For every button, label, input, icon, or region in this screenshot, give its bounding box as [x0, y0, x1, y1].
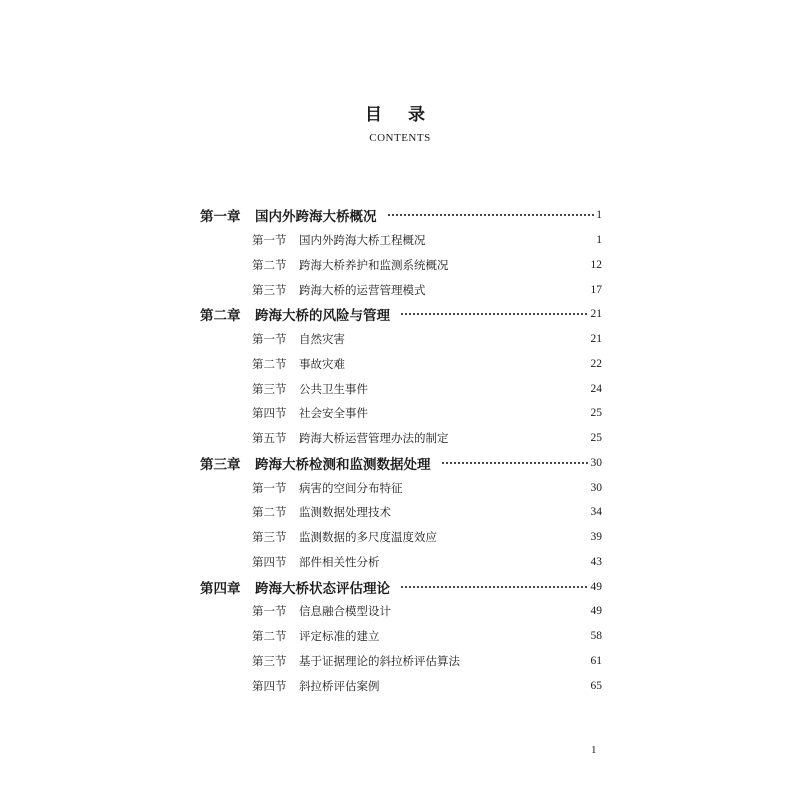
section-title: 跨海大桥养护和监测系统概况	[299, 257, 449, 272]
section-title: 自然灾害	[299, 332, 345, 347]
toc-chapter-row	[200, 574, 602, 599]
toc-section-row	[200, 599, 602, 624]
section-page-number: 39	[590, 531, 602, 544]
toc-section-row	[200, 525, 602, 550]
dot-leader	[387, 214, 595, 216]
section-page-number: 22	[590, 357, 602, 370]
chapter-page-number: 30	[590, 456, 602, 469]
section-page-number: 49	[590, 605, 602, 618]
page-title: 目 录	[365, 105, 435, 125]
toc-section-row	[200, 500, 602, 525]
toc-section-row	[200, 228, 602, 253]
section-page-number: 21	[590, 333, 602, 346]
section-title: 基于证据理论的斜拉桥评估算法	[299, 653, 460, 668]
toc-chapter-row	[200, 203, 602, 228]
section-label: 第二节	[252, 505, 287, 520]
section-label: 第一节	[252, 604, 287, 619]
section-label: 第三节	[252, 282, 287, 297]
page-subtitle: CONTENTS	[369, 132, 431, 144]
chapter-label: 第四章	[200, 580, 241, 597]
section-title: 监测数据的多尺度温度效应	[299, 530, 437, 545]
section-title: 国内外跨海大桥工程概况	[299, 233, 426, 248]
chapter-page-number: 21	[590, 308, 602, 321]
toc-section-row	[200, 550, 602, 575]
section-page-number: 12	[590, 258, 602, 271]
toc-chapter-row	[200, 302, 602, 327]
toc-section-row	[200, 277, 602, 302]
section-title: 跨海大桥运营管理办法的制定	[299, 431, 449, 446]
section-title: 监测数据处理技术	[299, 505, 391, 520]
section-label: 第二节	[252, 629, 287, 644]
dot-leader	[400, 586, 589, 588]
section-page-number: 61	[590, 654, 602, 667]
section-page-number: 34	[590, 506, 602, 519]
dot-leader	[441, 462, 589, 464]
section-label: 第三节	[252, 530, 287, 545]
section-label: 第三节	[252, 653, 287, 668]
table-of-contents	[200, 203, 602, 698]
section-page-number: 1	[596, 234, 602, 247]
section-page-number: 65	[590, 679, 602, 692]
section-title: 病害的空间分布特征	[299, 480, 403, 495]
toc-section-row	[200, 401, 602, 426]
toc-section-row	[200, 649, 602, 674]
section-page-number: 58	[590, 630, 602, 643]
chapter-label: 第一章	[200, 209, 241, 226]
toc-chapter-row	[200, 451, 602, 476]
section-label: 第二节	[252, 257, 287, 272]
section-label: 第二节	[252, 356, 287, 371]
toc-section-row	[200, 376, 602, 401]
chapter-label: 第三章	[200, 456, 241, 473]
toc-section-row	[200, 673, 602, 698]
section-title: 事故灾难	[299, 356, 345, 371]
section-page-number: 24	[590, 382, 602, 395]
section-label: 第四节	[252, 554, 287, 569]
section-label: 第一节	[252, 480, 287, 495]
section-page-number: 25	[590, 432, 602, 445]
section-title: 跨海大桥的运营管理模式	[299, 282, 426, 297]
section-page-number: 43	[590, 555, 602, 568]
section-label: 第一节	[252, 233, 287, 248]
dot-leader	[400, 313, 589, 315]
section-label: 第四节	[252, 678, 287, 693]
toc-section-row	[200, 426, 602, 451]
toc-section-row	[200, 624, 602, 649]
section-title: 信息融合模型设计	[299, 604, 391, 619]
section-page-number: 25	[590, 407, 602, 420]
chapter-page-number: 1	[596, 209, 602, 222]
section-label: 第一节	[252, 332, 287, 347]
section-title: 社会安全事件	[299, 406, 368, 421]
toc-section-row	[200, 327, 602, 352]
section-title: 公共卫生事件	[299, 381, 368, 396]
section-label: 第四节	[252, 406, 287, 421]
section-title: 斜拉桥评估案例	[299, 678, 380, 693]
page-number: 1	[591, 744, 597, 756]
section-title: 部件相关性分析	[299, 554, 380, 569]
section-page-number: 30	[590, 481, 602, 494]
toc-section-row	[200, 475, 602, 500]
section-title: 评定标准的建立	[299, 629, 380, 644]
toc-section-row	[200, 352, 602, 377]
chapter-page-number: 49	[590, 580, 602, 593]
chapter-title: 跨海大桥的风险与管理	[255, 308, 390, 325]
section-page-number: 17	[590, 283, 602, 296]
section-label: 第五节	[252, 431, 287, 446]
section-label: 第三节	[252, 381, 287, 396]
chapter-title: 跨海大桥状态评估理论	[255, 580, 390, 597]
toc-section-row	[200, 253, 602, 278]
chapter-label: 第二章	[200, 308, 241, 325]
chapter-title: 国内外跨海大桥概况	[255, 209, 377, 226]
chapter-title: 跨海大桥检测和监测数据处理	[255, 456, 431, 473]
